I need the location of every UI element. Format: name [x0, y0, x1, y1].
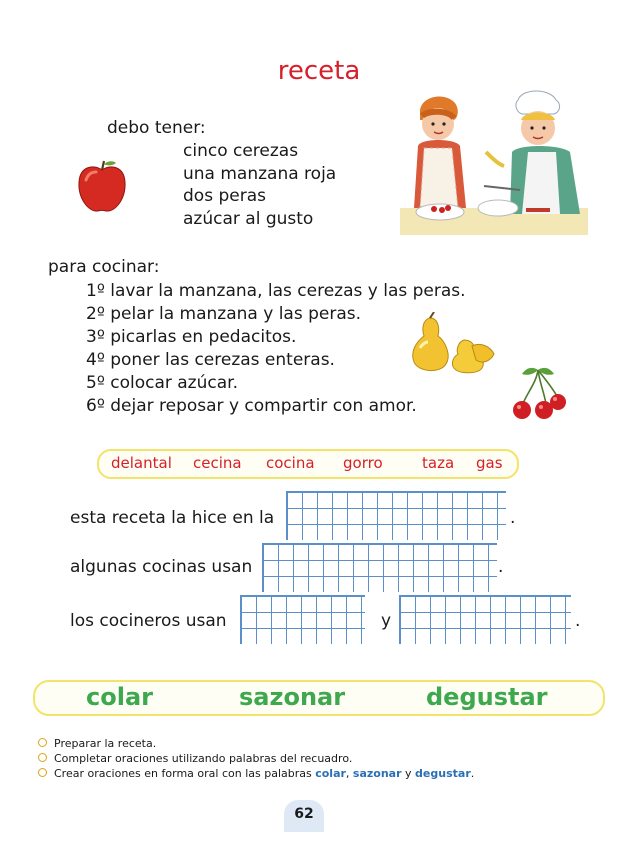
answer-grid-2[interactable]: [262, 543, 497, 592]
pears-illustration: [406, 312, 502, 374]
answer-grid-3a[interactable]: [240, 595, 365, 644]
recipe-step: 5º colocar azúcar.: [86, 373, 238, 393]
apple-illustration: [76, 158, 128, 214]
sentence-3-text: los cocineros usan: [70, 611, 227, 631]
ingredient-item: azúcar al gusto: [183, 209, 314, 229]
steps-heading: para cocinar:: [48, 257, 160, 277]
word-bank-item: cocina: [266, 454, 315, 472]
recipe-step: 2º pelar la manzana y las peras.: [86, 304, 362, 324]
recipe-step: 6º dejar reposar y compartir con amor.: [86, 396, 417, 416]
ingredient-item: una manzana roja: [183, 164, 337, 184]
word-bank-item: delantal: [111, 454, 172, 472]
word-bank-item: cecina: [193, 454, 242, 472]
cherries-illustration: [508, 366, 568, 422]
verb-word: degustar: [426, 683, 548, 711]
sentence-3-period: .: [575, 611, 581, 631]
bullet-icon: [38, 738, 47, 747]
instruction-3: Crear oraciones en forma oral con las palabras colar, sazonar y degustar.: [38, 767, 474, 780]
bullet-icon: [38, 753, 47, 762]
verb-word: sazonar: [239, 683, 346, 711]
sentence-2-text: algunas cocinas usan: [70, 557, 253, 577]
keyword-colar: colar: [315, 767, 346, 780]
sentence-2-period: .: [498, 557, 504, 577]
ingredient-item: dos peras: [183, 186, 266, 206]
sentence-1-period: .: [510, 508, 516, 528]
ingredient-item: cinco cerezas: [183, 141, 299, 161]
page-title: receta: [277, 56, 361, 86]
ingredients-heading: debo tener:: [107, 118, 206, 138]
answer-grid-3b[interactable]: [399, 595, 571, 644]
word-bank-item: gorro: [343, 454, 383, 472]
word-bank-item: taza: [422, 454, 455, 472]
word-bank-item: gas: [476, 454, 503, 472]
verb-word: colar: [86, 683, 153, 711]
sentence-3-and: y: [381, 611, 392, 631]
recipe-step: 1º lavar la manzana, las cerezas y las peras.: [86, 281, 466, 301]
keyword-sazonar: sazonar: [352, 767, 402, 780]
sentence-1-text: esta receta la hice en la: [70, 508, 275, 528]
page-number: 62: [294, 806, 314, 822]
instruction-2: Completar oraciones utilizando palabras del recuadro.: [38, 752, 352, 765]
answer-grid-1[interactable]: [286, 491, 506, 540]
recipe-step: 3º picarlas en pedacitos.: [86, 327, 297, 347]
children-cooking-illustration: [400, 90, 588, 235]
keyword-degustar: degustar: [415, 767, 471, 780]
recipe-step: 4º poner las cerezas enteras.: [86, 350, 335, 370]
bullet-icon: [38, 768, 47, 777]
instruction-1: Preparar la receta.: [38, 737, 156, 750]
